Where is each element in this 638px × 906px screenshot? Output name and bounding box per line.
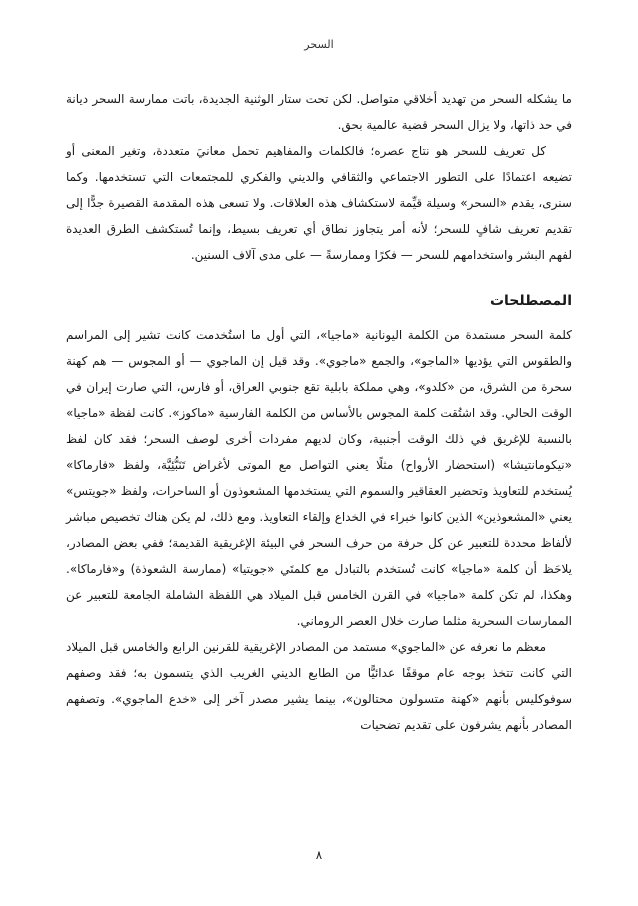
page-number: ٨ <box>315 848 323 862</box>
paragraph-definition: كل تعريف للسحر هو نتاج عصره؛ فالكلمات والمفاهيم تحمل معانيَ متعددة، وتغير المعنى أو تضيعه اعتمادًا على التطور الاجتماعي والثقافي والديني والفكري للمجتمعات التي تستخدمها. وكما سنرى، يقدم «السحر» وسيلة قيِّمة لاستكشاف هذه العلاقات. ولا تسعى هذه المقدمة القصيرة جدًّا إلى تقديم تعريف شافٍ للسحر؛ لأنه أمر يتجاوز نطاق أي تعريف بسيط، وإنما تُستكشف الطرق العديدة لفهم البشر واستخدامهم للسحر — فكرًا وممارسةً — على مدى آلاف السنين. <box>66 144 572 262</box>
running-header: السحر <box>304 38 334 51</box>
paragraph-magoi: معظم ما نعرفه عن «الماجوي» مستمد من المصادر الإغريقية للقرنين الرابع والخامس قبل الميلاد التي كانت تتخذ بوجه عام موقفًا عدائيًّا من الطابع الديني الغريب الذي يتسمون به؛ فقد وصفهم سوفوكليس بأنهم «كهنة متسولون محتالون»، بينما يشير مصدر آخر إلى «خدع الماجوي». وتصفهم المصادر بأنهم يشرفون على تقديم تضحيات <box>66 640 572 732</box>
section-heading: المصطلحات <box>489 293 572 309</box>
paragraph-terminology: كلمة السحر مستمدة من الكلمة اليونانية «ماجيا»، التي أول ما استُخدمت كانت تشير إلى المراسم والطقوس التي يؤديها «الماجو»، والجمع «ماجوي». وقد قيل إن الماجوي — أو المجوس — هم كهنة سحرة من الشرق، من «كلدو»، وهي مملكة بابلية تقع جنوبي العراق، أو فارس، التي صارت إيران في الوقت الحالي. وقد اشتُقت كلمة المجوس بالأساس من الكلمة الفارسية «ماكوز». كانت لفظة «ماجيا» بالنسبة للإغريق في ذلك الوقت أجنبية، وكان لديهم مفردات أخرى لوصف السحر؛ فقد كان لفظ «نيكومانتيشا» (استحضار الأرواح) مثلًا يعني التواصل مع الموتى لأغراض تَنَبُّئِيَّة، ولفظ «فارماكا» يُستخدم للتعاويذ وتحضير العقاقير والسموم التي يستخدمها المشعوذون أو الساحرات، ولفظ «جويتس» يعني «المشعوذين» الذين كانوا خبراء في الخداع وإلقاء التعاويذ. ومع ذلك، لم يكن هناك تخصيص مباشر لألفاظ محددة للتعبير عن كل حرفة من حرف السحر في البيئة الإغريقية القديمة؛ ففي بعض المصادر، يلاحَظ أن كلمة «ماجيا» كانت تُستخدم بالتبادل مع كلمتَي «جويتيا» (ممارسة الشعوذة) و«فارماكا». وهكذا، لم تكن كلمة «ماجيا» في القرن الخامس قبل الميلاد هي اللفظة الشاملة الجامعة للتعبير عن الممارسات السحرية مثلما صارت خلال العصر الروماني. <box>66 328 572 628</box>
paragraph-continuation: ما يشكله السحر من تهديد أخلاقي متواصل. لكن تحت ستار الوثنية الجديدة، باتت ممارسة السحر ديانة في حد ذاتها، ولا يزال السحر قضية عالمية بحق. <box>66 92 572 132</box>
page-body <box>66 86 572 738</box>
